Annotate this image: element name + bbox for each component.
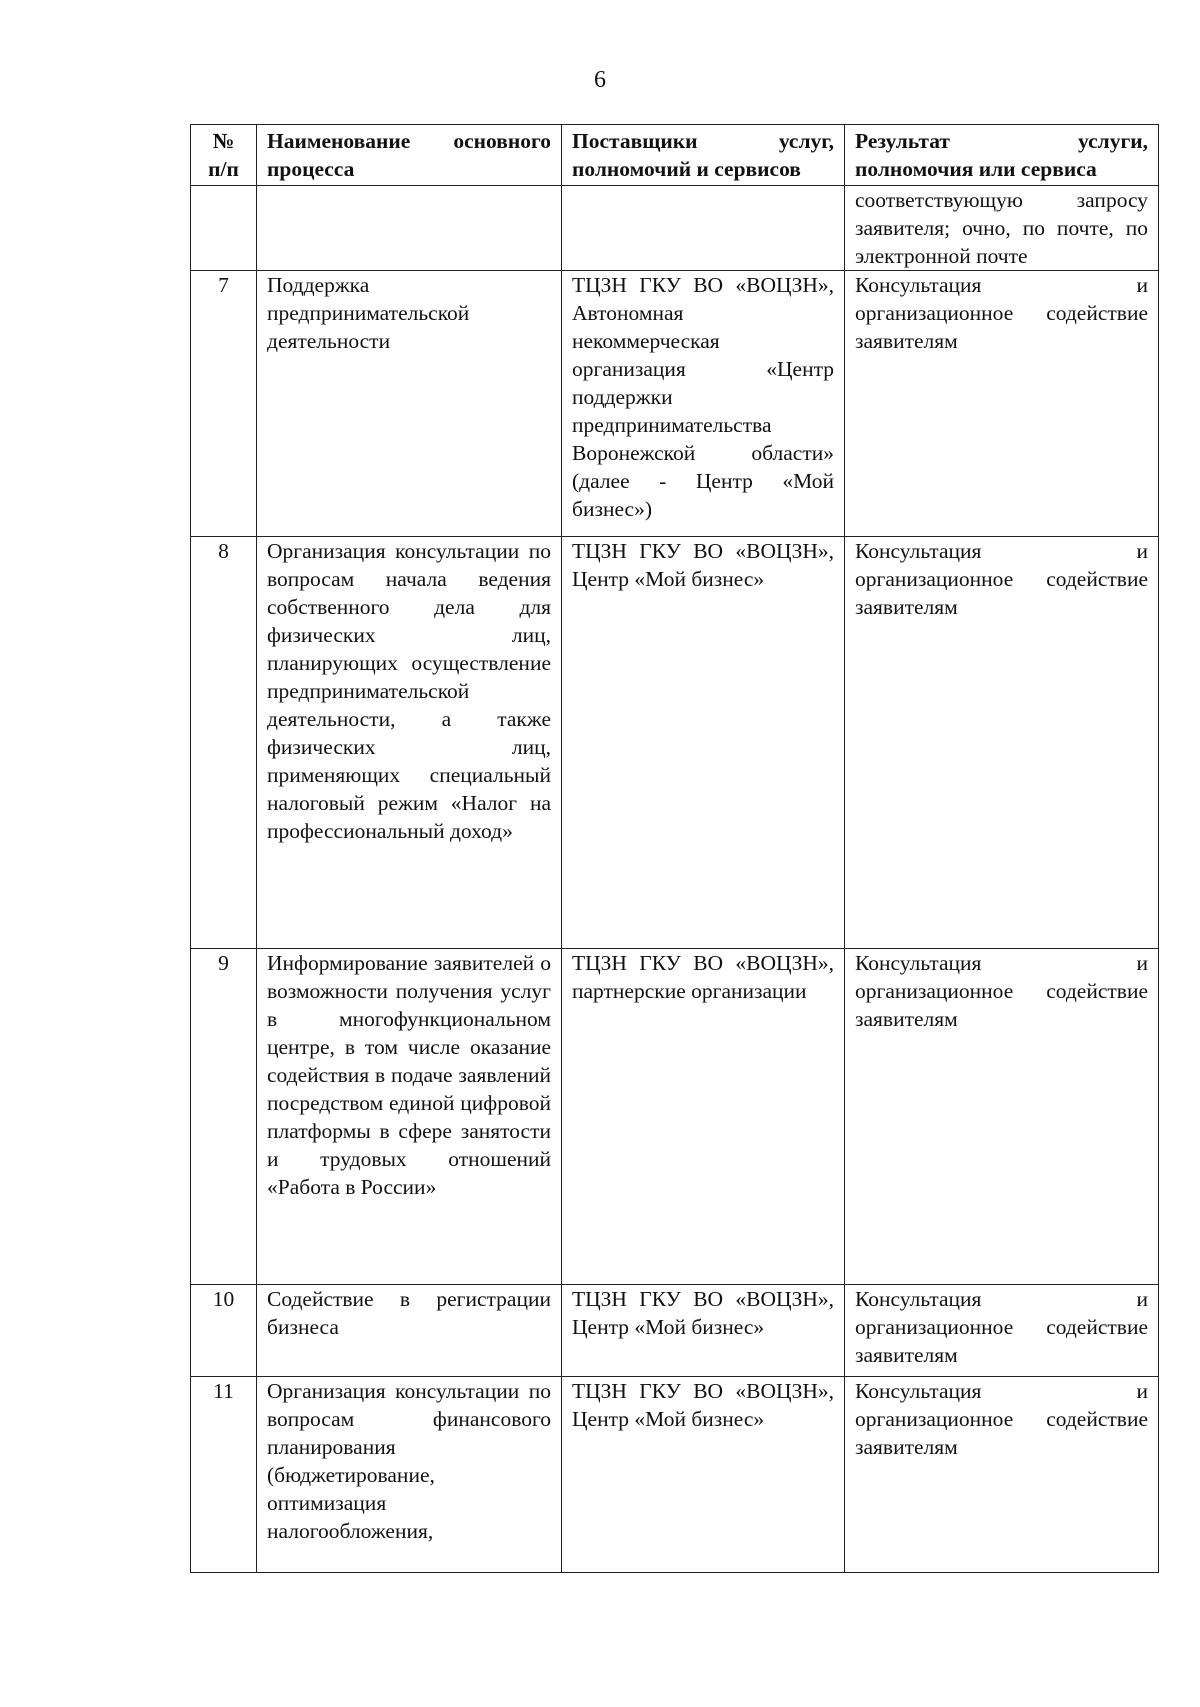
row-providers: ТЦЗН ГКУ ВО «ВОЦЗН», Центр «Мой бизнес» <box>562 537 845 949</box>
table-row <box>191 1377 1159 1573</box>
table-row <box>191 1285 1159 1377</box>
row-process-name: Информирование заявителей о возможности получения услуг в многофункциональном центре, в том числе оказание содействия в подаче заявлений посредством единой цифровой платформы в сфере занятости и трудовых отношений «Работа в России» <box>257 949 562 1285</box>
row-number: 8 <box>191 537 257 949</box>
row-result: Консультация и организационное содействие заявителям <box>845 1377 1159 1573</box>
row-number: 11 <box>191 1377 257 1573</box>
table-row <box>191 949 1159 1285</box>
row-number: 9 <box>191 949 257 1285</box>
row-process-name: Организация консультации по вопросам финансового планирования (бюджетирование, оптимизация налогообложения, <box>257 1377 562 1573</box>
table-row <box>191 271 1159 537</box>
row-process-name: Поддержка предпринимательской деятельности <box>257 271 562 537</box>
row-result: Консультация и организационное содействие заявителям <box>845 537 1159 949</box>
row-result: соответствующую запросу заявителя; очно, по почте, по электронной почте <box>845 186 1159 271</box>
table-body <box>191 186 1159 1573</box>
row-providers <box>562 186 845 271</box>
row-result: Консультация и организационное содействие заявителям <box>845 271 1159 537</box>
table-row <box>191 537 1159 949</box>
table-row <box>191 186 1159 271</box>
row-process-name: Организация консультации по вопросам начала ведения собственного дела для физических лиц, планирующих осуществление предпринимательской деятельности, а также физических лиц, применяющих специальный налоговый режим «Налог на профессиональный доход» <box>257 537 562 949</box>
row-process-name <box>257 186 562 271</box>
header-row <box>191 125 1159 186</box>
row-number: 10 <box>191 1285 257 1377</box>
row-providers: ТЦЗН ГКУ ВО «ВОЦЗН», Автономная некоммерческая организация «Центр поддержки предпринимательства Воронежской области» (далее - Центр «Мой бизнес») <box>562 271 845 537</box>
table-header <box>191 125 1159 186</box>
row-providers: ТЦЗН ГКУ ВО «ВОЦЗН», Центр «Мой бизнес» <box>562 1377 845 1573</box>
row-process-name: Содействие в регистрации бизнеса <box>257 1285 562 1377</box>
header-number-line2: п/п <box>208 157 239 181</box>
row-result: Консультация и организационное содействие заявителям <box>845 1285 1159 1377</box>
header-providers: Поставщики услуг, полномочий и сервисов <box>562 125 845 186</box>
row-providers: ТЦЗН ГКУ ВО «ВОЦЗН», Центр «Мой бизнес» <box>562 1285 845 1377</box>
process-table <box>190 124 1159 1573</box>
page-number: 6 <box>594 67 606 93</box>
header-process-name: Наименование основного процесса <box>257 125 562 186</box>
row-number: 7 <box>191 271 257 537</box>
header-result: Результат услуги, полномочия или сервиса <box>845 125 1159 186</box>
row-number <box>191 186 257 271</box>
header-number-line1: № <box>212 129 235 153</box>
row-result: Консультация и организационное содействие заявителям <box>845 949 1159 1285</box>
row-providers: ТЦЗН ГКУ ВО «ВОЦЗН», партнерские организации <box>562 949 845 1285</box>
header-number <box>191 125 257 186</box>
